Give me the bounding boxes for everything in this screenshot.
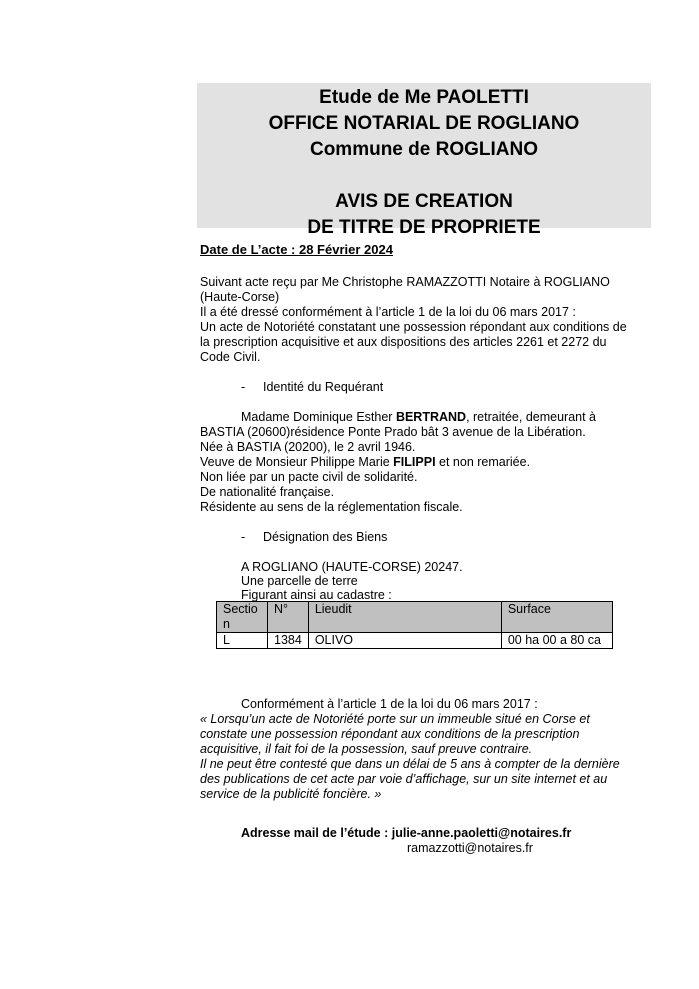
requerant-line-1: Madame Dominique Esther BERTRAND, retraitée, demeurant à [241, 410, 597, 424]
requerant-line-4: Veuve de Monsieur Philippe Marie FILIPPI et non remariée. [200, 455, 531, 469]
requerant-line-2: BASTIA (20600)résidence Ponte Prado bât 3 avenue de la Libération. [200, 425, 586, 439]
biens-line-3: Figurant ainsi au cadastre : [241, 588, 392, 602]
spouse-surname: FILIPPI [393, 455, 436, 469]
cell-surface: 00 ha 00 a 80 ca [501, 633, 612, 649]
intro-line-5: la prescription acquisitive et aux dispositions des articles 2261 et 2272 du [200, 335, 607, 349]
quote-line-5: des publications de cet acte par voie d’affichage, sur un site internet et au [200, 772, 608, 786]
intro-line-3: Il a été dressé conformément à l’article 1 de la loi du 06 mars 2017 : [200, 305, 576, 319]
secondary-email: ramazzotti@notaires.fr [407, 841, 533, 855]
requerant-line-6: De nationalité française. [200, 485, 335, 499]
bullet-dash: - [241, 380, 246, 394]
requerant-line-3: Née à BASTIA (20200), le 2 avril 1946. [200, 440, 416, 454]
commune-name: Commune de ROGLIANO [309, 139, 538, 160]
section-title-requerant: Identité du Requérant [263, 380, 384, 394]
section-title-biens: Désignation des Biens [263, 530, 388, 544]
header-cell: Sectio n [217, 602, 268, 633]
intro-line-4: Un acte de Notoriété constatant une possession répondant aux conditions de [200, 320, 627, 334]
cell-lieudit: OLIVO [308, 633, 501, 649]
header-cell: N° [268, 602, 309, 633]
cell-number: 1384 [268, 633, 309, 649]
cell-section: L [217, 633, 268, 649]
quote-line-1: « Lorsqu’un acte de Notoriété porte sur un immeuble situé en Corse et [200, 712, 590, 726]
notice-title-2: DE TITRE DE PROPRIETE [307, 217, 541, 238]
intro-line-1: Suivant acte reçu par Me Christophe RAMAZZOTTI Notaire à ROGLIANO [200, 275, 610, 289]
biens-line-1: A ROGLIANO (HAUTE-CORSE) 20247. [241, 560, 463, 574]
quote-line-3: acquisitive, il fait foi de la possession, sauf preuve contraire. [200, 742, 533, 756]
intro-line-6: Code Civil. [200, 350, 261, 364]
requerant-line-5: Non liée par un pacte civil de solidarité. [200, 470, 418, 484]
study-email-line: Adresse mail de l’étude : julie-anne.paoletti@notaires.fr [241, 826, 572, 840]
quote-line-2: constate une possession répondant aux conditions de la prescription [200, 727, 580, 741]
header-cell: Surface [501, 602, 612, 633]
notice-title-1: AVIS DE CREATION [335, 191, 513, 212]
study-name: Etude de Me PAOLETTI [319, 87, 529, 108]
table-row [217, 633, 613, 649]
requerant-surname: BERTRAND [395, 410, 467, 424]
table-header-row [217, 602, 613, 633]
bullet-dash: - [241, 530, 246, 544]
cadastre-table [216, 601, 613, 649]
act-date: Date de L’acte : 28 Février 2024 [200, 242, 393, 257]
header-cell: Lieudit [308, 602, 501, 633]
requerant-line-7: Résidente au sens de la réglementation fiscale. [200, 500, 463, 514]
conformement-line: Conformément à l’article 1 de la loi du 06 mars 2017 : [241, 697, 538, 711]
intro-line-2: (Haute-Corse) [200, 290, 280, 304]
quote-line-4: Il ne peut être contesté que dans un délai de 5 ans à compter de la dernière [200, 757, 620, 771]
biens-line-2: Une parcelle de terre [241, 574, 358, 588]
quote-line-6: service de la publicité foncière. » [200, 787, 382, 801]
office-name: OFFICE NOTARIAL DE ROGLIANO [268, 113, 580, 134]
header-banner [197, 83, 651, 238]
